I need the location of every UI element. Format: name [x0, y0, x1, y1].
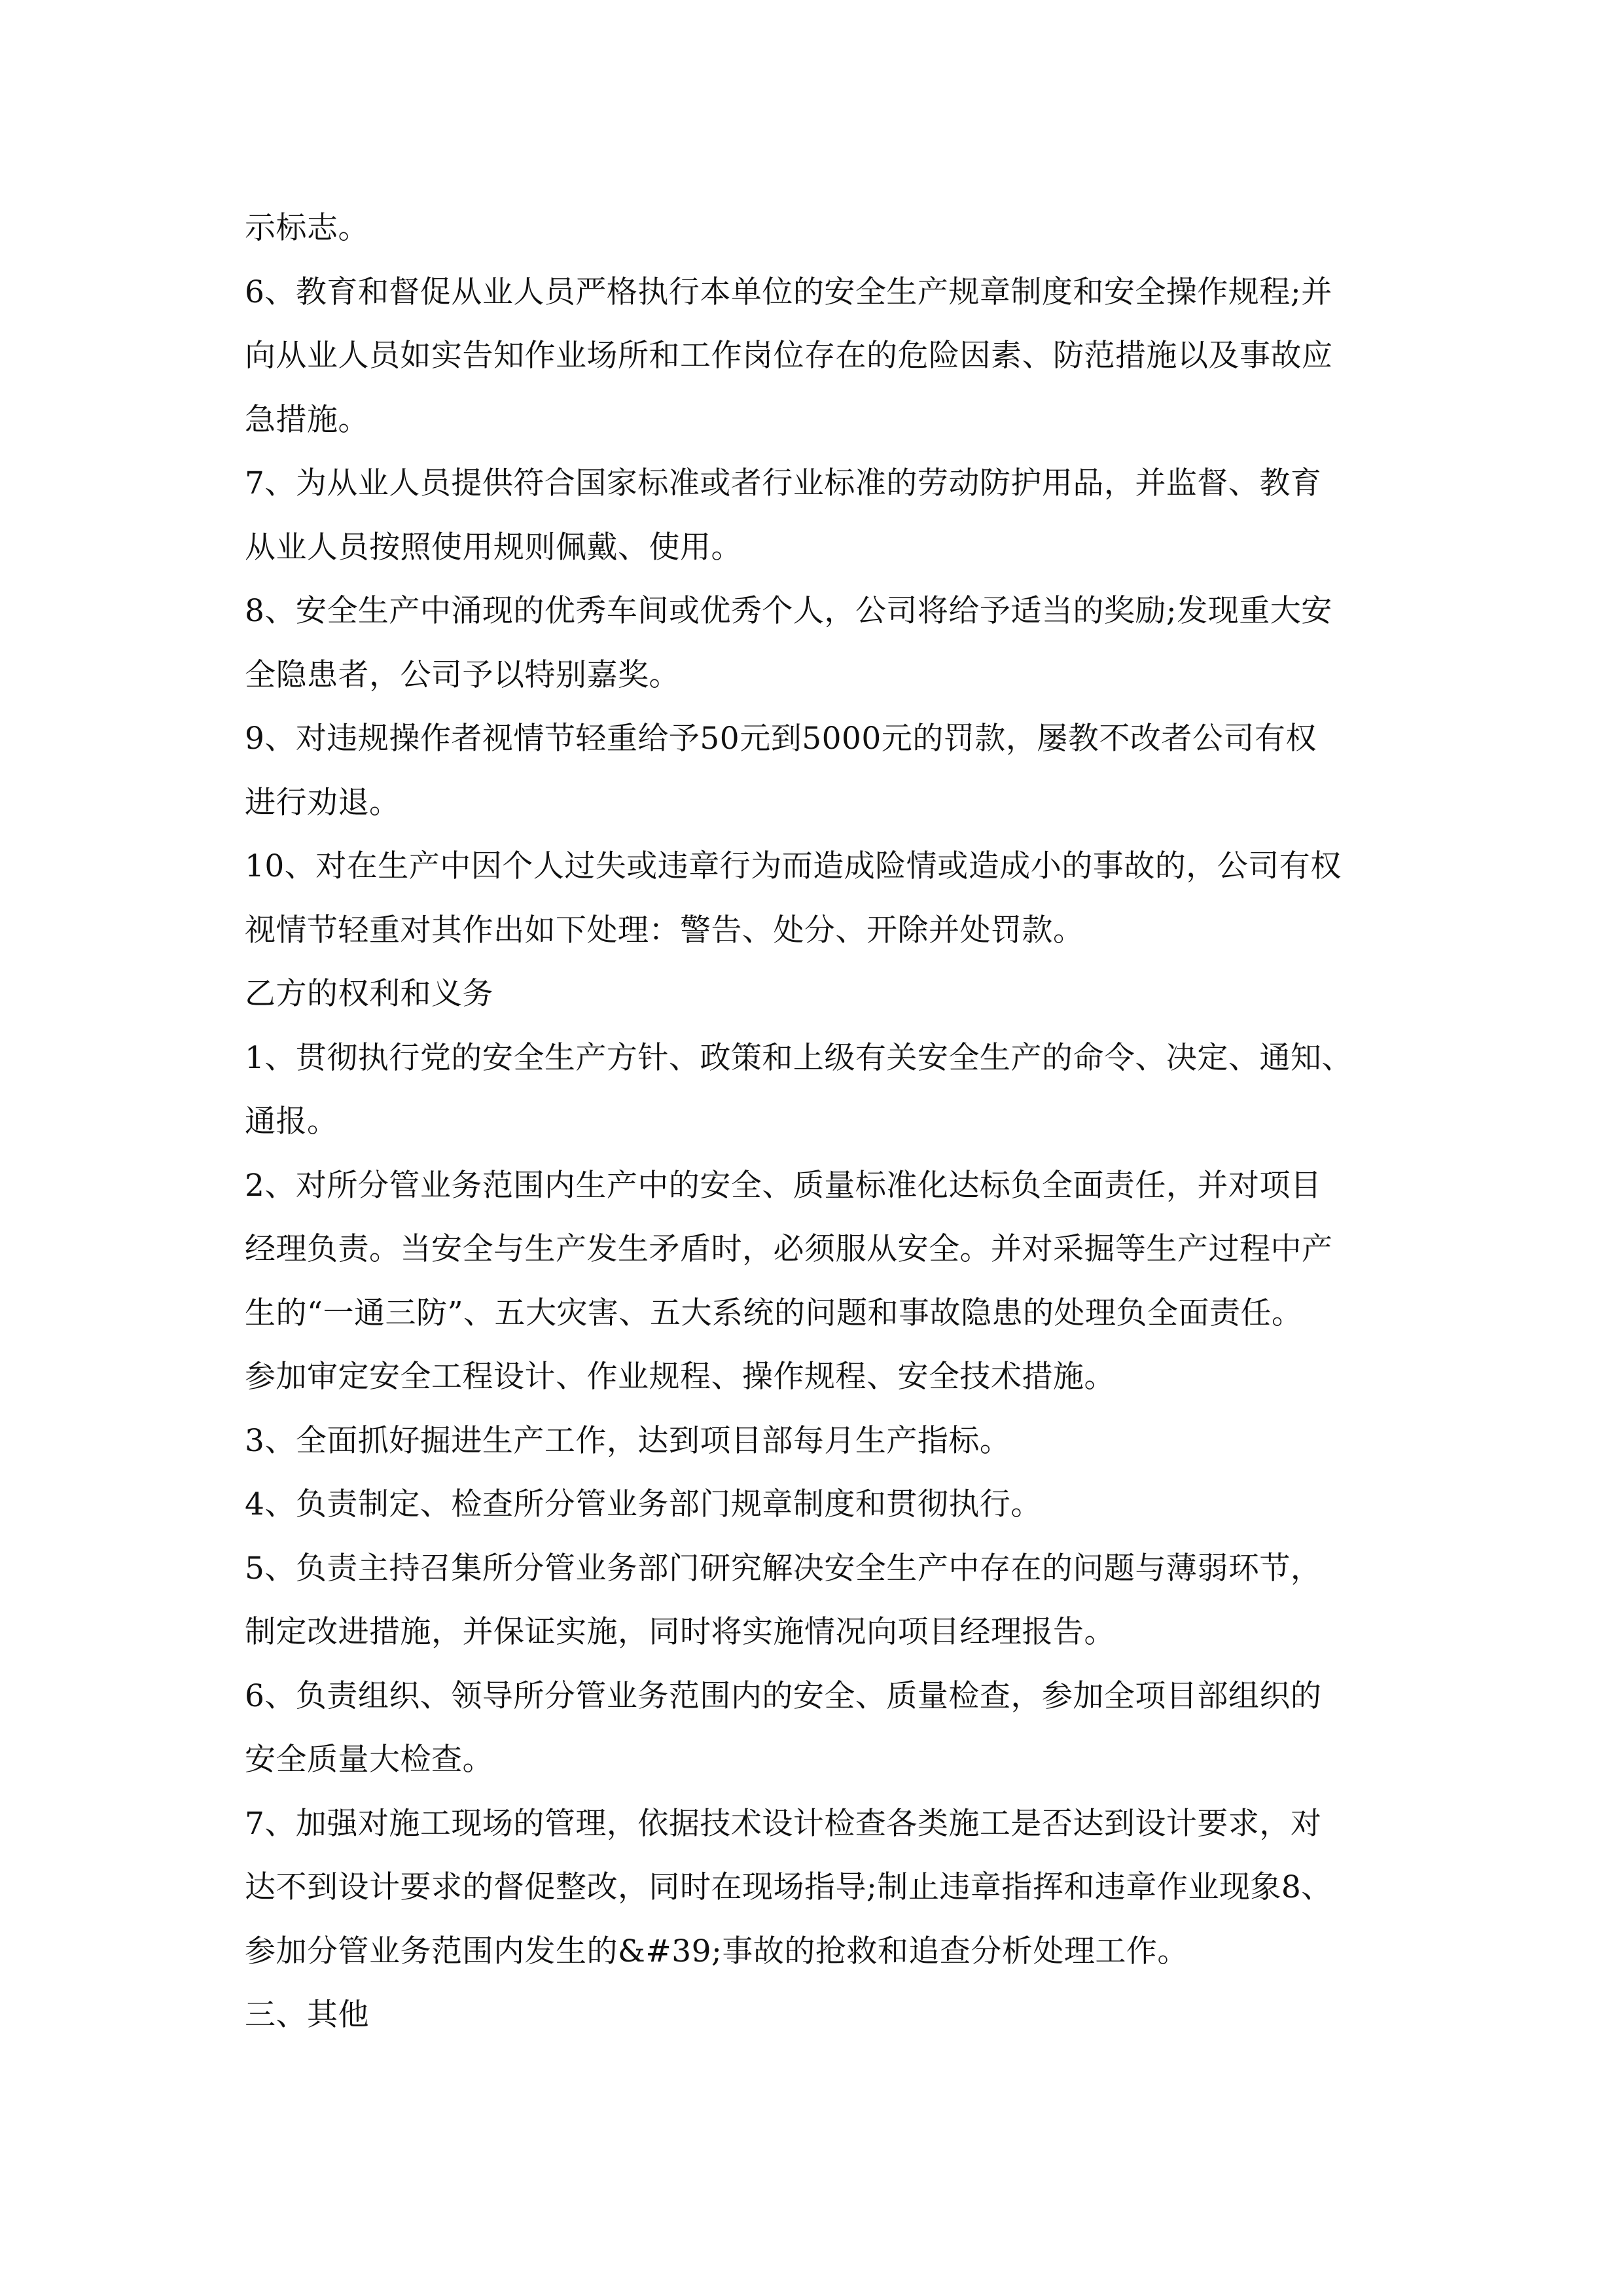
text-line: 示标志。 — [245, 210, 369, 246]
text-line: 参加分管业务范围内发生的&#39;事故的抢救和追查分析处理工作。 — [245, 1933, 1188, 1969]
text-line: 急措施。 — [245, 401, 369, 438]
section-heading: 三、其他 — [245, 1997, 369, 2033]
text-line: 经理负责。当安全与生产发生矛盾时，必须服从安全。并对采掘等生产过程中产 — [245, 1231, 1333, 1267]
text-line: 6、教育和督促从业人员严格执行本单位的安全生产规章制度和安全操作规程;并 — [245, 274, 1332, 310]
text-line: 进行劝退。 — [245, 784, 401, 821]
text-line: 8、安全生产中涌现的优秀车间或优秀个人，公司将给予适当的奖励;发现重大安 — [245, 593, 1332, 629]
text-line: 2、对所分管业务范围内生产中的安全、质量标准化达标负全面责任，并对项目 — [245, 1167, 1322, 1204]
text-line: 4、负责制定、检查所分管业务部门规章制度和贯彻执行。 — [245, 1486, 1042, 1522]
text-line: 10、对在生产中因个人过失或违章行为而造成险情或造成小的事故的，公司有权 — [245, 848, 1342, 884]
text-line: 7、加强对施工现场的管理，依据技术设计检查各类施工是否达到设计要求，对 — [245, 1805, 1322, 1842]
text-line: 制定改进措施，并保证实施，同时将实施情况向项目经理报告。 — [245, 1614, 1115, 1650]
text-line: 9、对违规操作者视情节轻重给予50元到5000元的罚款，屡教不改者公司有权 — [245, 721, 1317, 757]
text-line: 从业人员按照使用规则佩戴、使用。 — [245, 529, 742, 565]
text-line: 达不到设计要求的督促整改，同时在现场指导;制止违章指挥和违章作业现象8、 — [245, 1869, 1332, 1905]
text-line: 向从业人员如实告知作业场所和工作岗位存在的危险因素、防范措施以及事故应 — [245, 338, 1333, 374]
section-heading: 乙方的权利和义务 — [245, 976, 493, 1012]
text-line: 3、全面抓好掘进生产工作，达到项目部每月生产指标。 — [245, 1422, 1011, 1459]
document-body — [245, 196, 1397, 2047]
text-line: 7、为从业人员提供符合国家标准或者行业标准的劳动防护用品，并监督、教育 — [245, 465, 1322, 501]
text-line: 通报。 — [245, 1103, 338, 1139]
text-line: 5、负责主持召集所分管业务部门研究解决安全生产中存在的问题与薄弱环节， — [245, 1550, 1322, 1587]
text-line: 生的“一通三防”、五大灾害、五大系统的问题和事故隐患的处理负全面责任。 — [245, 1295, 1303, 1331]
text-line: 1、贯彻执行党的安全生产方针、政策和上级有关安全生产的命令、决定、通知、 — [245, 1039, 1353, 1076]
text-line: 全隐患者，公司予以特别嘉奖。 — [245, 656, 680, 693]
text-line: 视情节轻重对其作出如下处理：警告、处分、开除并处罚款。 — [245, 912, 1084, 948]
text-line: 安全质量大检查。 — [245, 1742, 493, 1778]
text-line: 6、负责组织、领导所分管业务范围内的安全、质量检查，参加全项目部组织的 — [245, 1677, 1322, 1714]
text-line: 参加审定安全工程设计、作业规程、操作规程、安全技术措施。 — [245, 1359, 1115, 1395]
